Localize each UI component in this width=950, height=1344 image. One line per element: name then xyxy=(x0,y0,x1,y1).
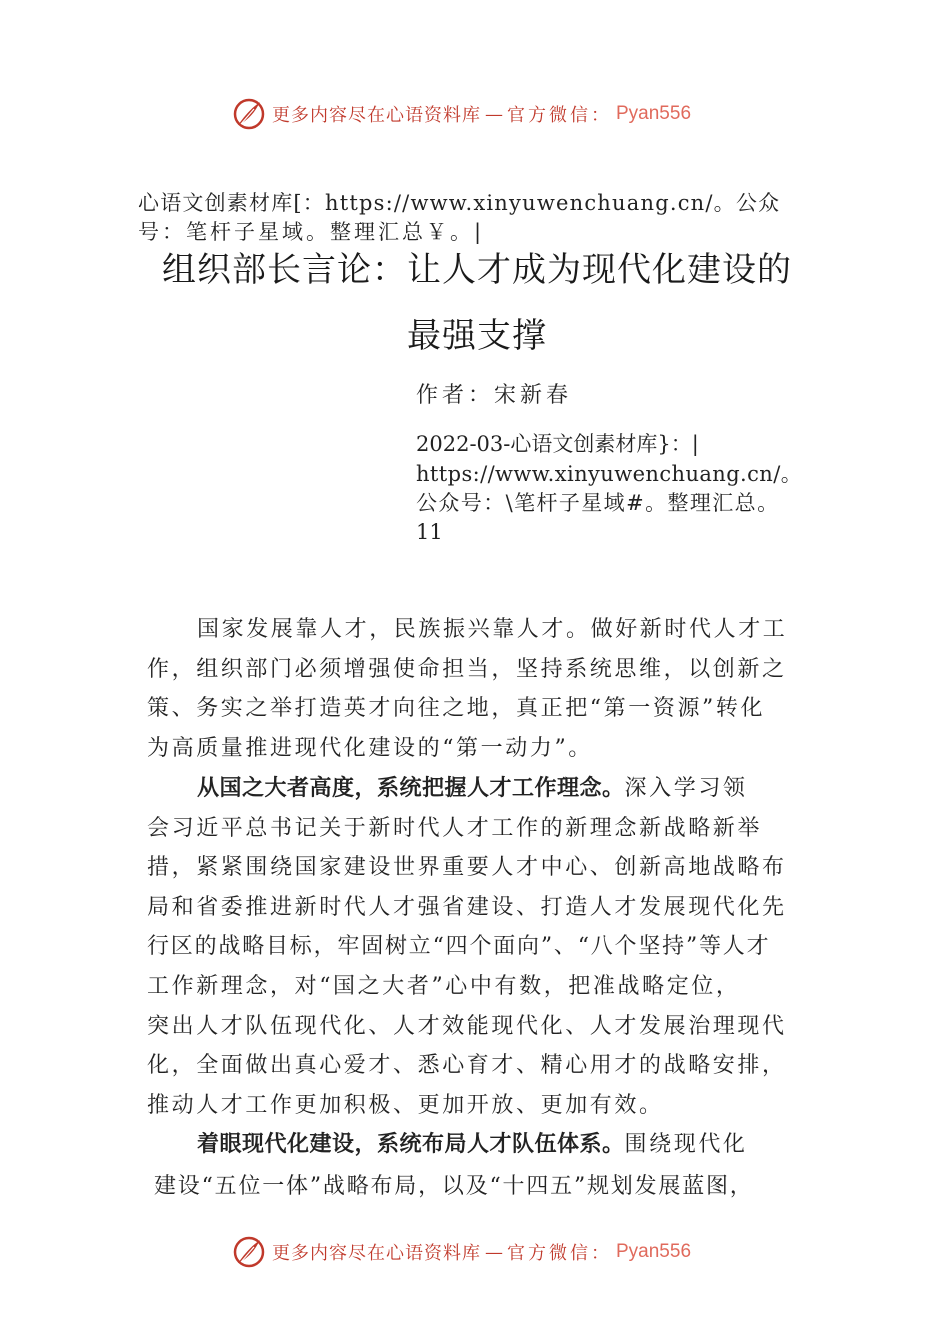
paragraph-2-first-rest: 深入学习领 xyxy=(624,776,748,801)
banner-text: 更多内容尽在心语资料库 xyxy=(272,105,481,126)
page-title-line-1: 组织部长言论：让人才成为现代化建设的 xyxy=(162,250,792,290)
banner-wechat-label: 官方微信： xyxy=(507,105,612,126)
date-note-line-1: 2022-03-心语文创素材库}：| xyxy=(416,432,699,456)
paragraph-3-line-1 xyxy=(197,1130,748,1160)
banner-separator: — xyxy=(485,103,503,125)
feather-pen-logo-icon xyxy=(232,97,266,131)
banner-wechat-id: Pyan556 xyxy=(616,103,692,124)
paragraph-3-first-rest: 围绕现代化 xyxy=(624,1132,748,1157)
paragraph-1-line-1: 国家发展靠人才，民族振兴靠人才。做好新时代人才工 xyxy=(197,617,788,642)
author-line: 作者：宋新春 xyxy=(416,383,573,408)
paragraph-2-line-5: 行区的战略目标，牢固树立“四个面向”、“八个坚持”等人才 xyxy=(147,934,771,959)
paragraph-1-line-2: 作，组织部门必须增强使命担当，坚持系统思维，以创新之 xyxy=(147,657,787,682)
paragraph-2-line-3: 措，紧紧围绕国家建设世界重要人才中心、创新高地战略布 xyxy=(147,855,787,880)
paragraph-2-line-9: 推动人才工作更加积极、更加开放、更加有效。 xyxy=(147,1093,664,1118)
header-banner xyxy=(232,96,691,132)
paragraph-3-heading: 着眼现代化建设，系统布局人才队伍体系。 xyxy=(197,1132,625,1157)
source-note-line-2: 号：笔杆子星域。整理汇总￥。| xyxy=(138,220,485,244)
paragraph-1-line-3: 策、务实之举打造英才向往之地，真正把“第一资源”转化 xyxy=(147,696,766,721)
date-note-line-4: 11 xyxy=(416,520,443,544)
banner-separator: — xyxy=(485,1241,503,1263)
date-note-line-2: https://www.xinyuwenchuang.cn/。 xyxy=(416,462,803,486)
banner-text: 更多内容尽在心语资料库 xyxy=(272,1243,481,1264)
date-note-line-3: 公众号：\笔杆子星域#。整理汇总。 xyxy=(416,491,780,515)
footer-banner xyxy=(232,1234,691,1270)
paragraph-2-line-8: 化，全面做出真心爱才、悉心育才、精心用才的战略安排， xyxy=(147,1053,787,1078)
paragraph-2-line-2: 会习近平总书记关于新时代人才工作的新理念新战略新举 xyxy=(147,816,763,841)
page-title-line-2: 最强支撑 xyxy=(407,316,547,356)
feather-pen-logo-icon xyxy=(232,1235,266,1269)
paragraph-2-line-6: 工作新理念，对“国之大者”心中有数，把准战略定位， xyxy=(147,974,741,999)
paragraph-2-heading: 从国之大者高度，系统把握人才工作理念。 xyxy=(197,776,625,801)
paragraph-3-line-2: 建设“五位一体”战略布局，以及“十四五”规划发展蓝图， xyxy=(154,1174,754,1199)
paragraph-2-line-4: 局和省委推进新时代人才强省建设、打造人才发展现代化先 xyxy=(147,895,787,920)
banner-wechat-id: Pyan556 xyxy=(616,1241,692,1262)
banner-wechat-label: 官方微信： xyxy=(507,1243,612,1264)
paragraph-1-line-4: 为高质量推进现代化建设的“第一动力”。 xyxy=(147,736,593,761)
source-note-line-1: 心语文创素材库[：https://www.xinyuwenchuang.cn/。公众 xyxy=(138,191,781,215)
paragraph-2-line-7: 突出人才队伍现代化、人才效能现代化、人才发展治理现代 xyxy=(147,1014,787,1039)
paragraph-2-line-1 xyxy=(197,774,748,804)
